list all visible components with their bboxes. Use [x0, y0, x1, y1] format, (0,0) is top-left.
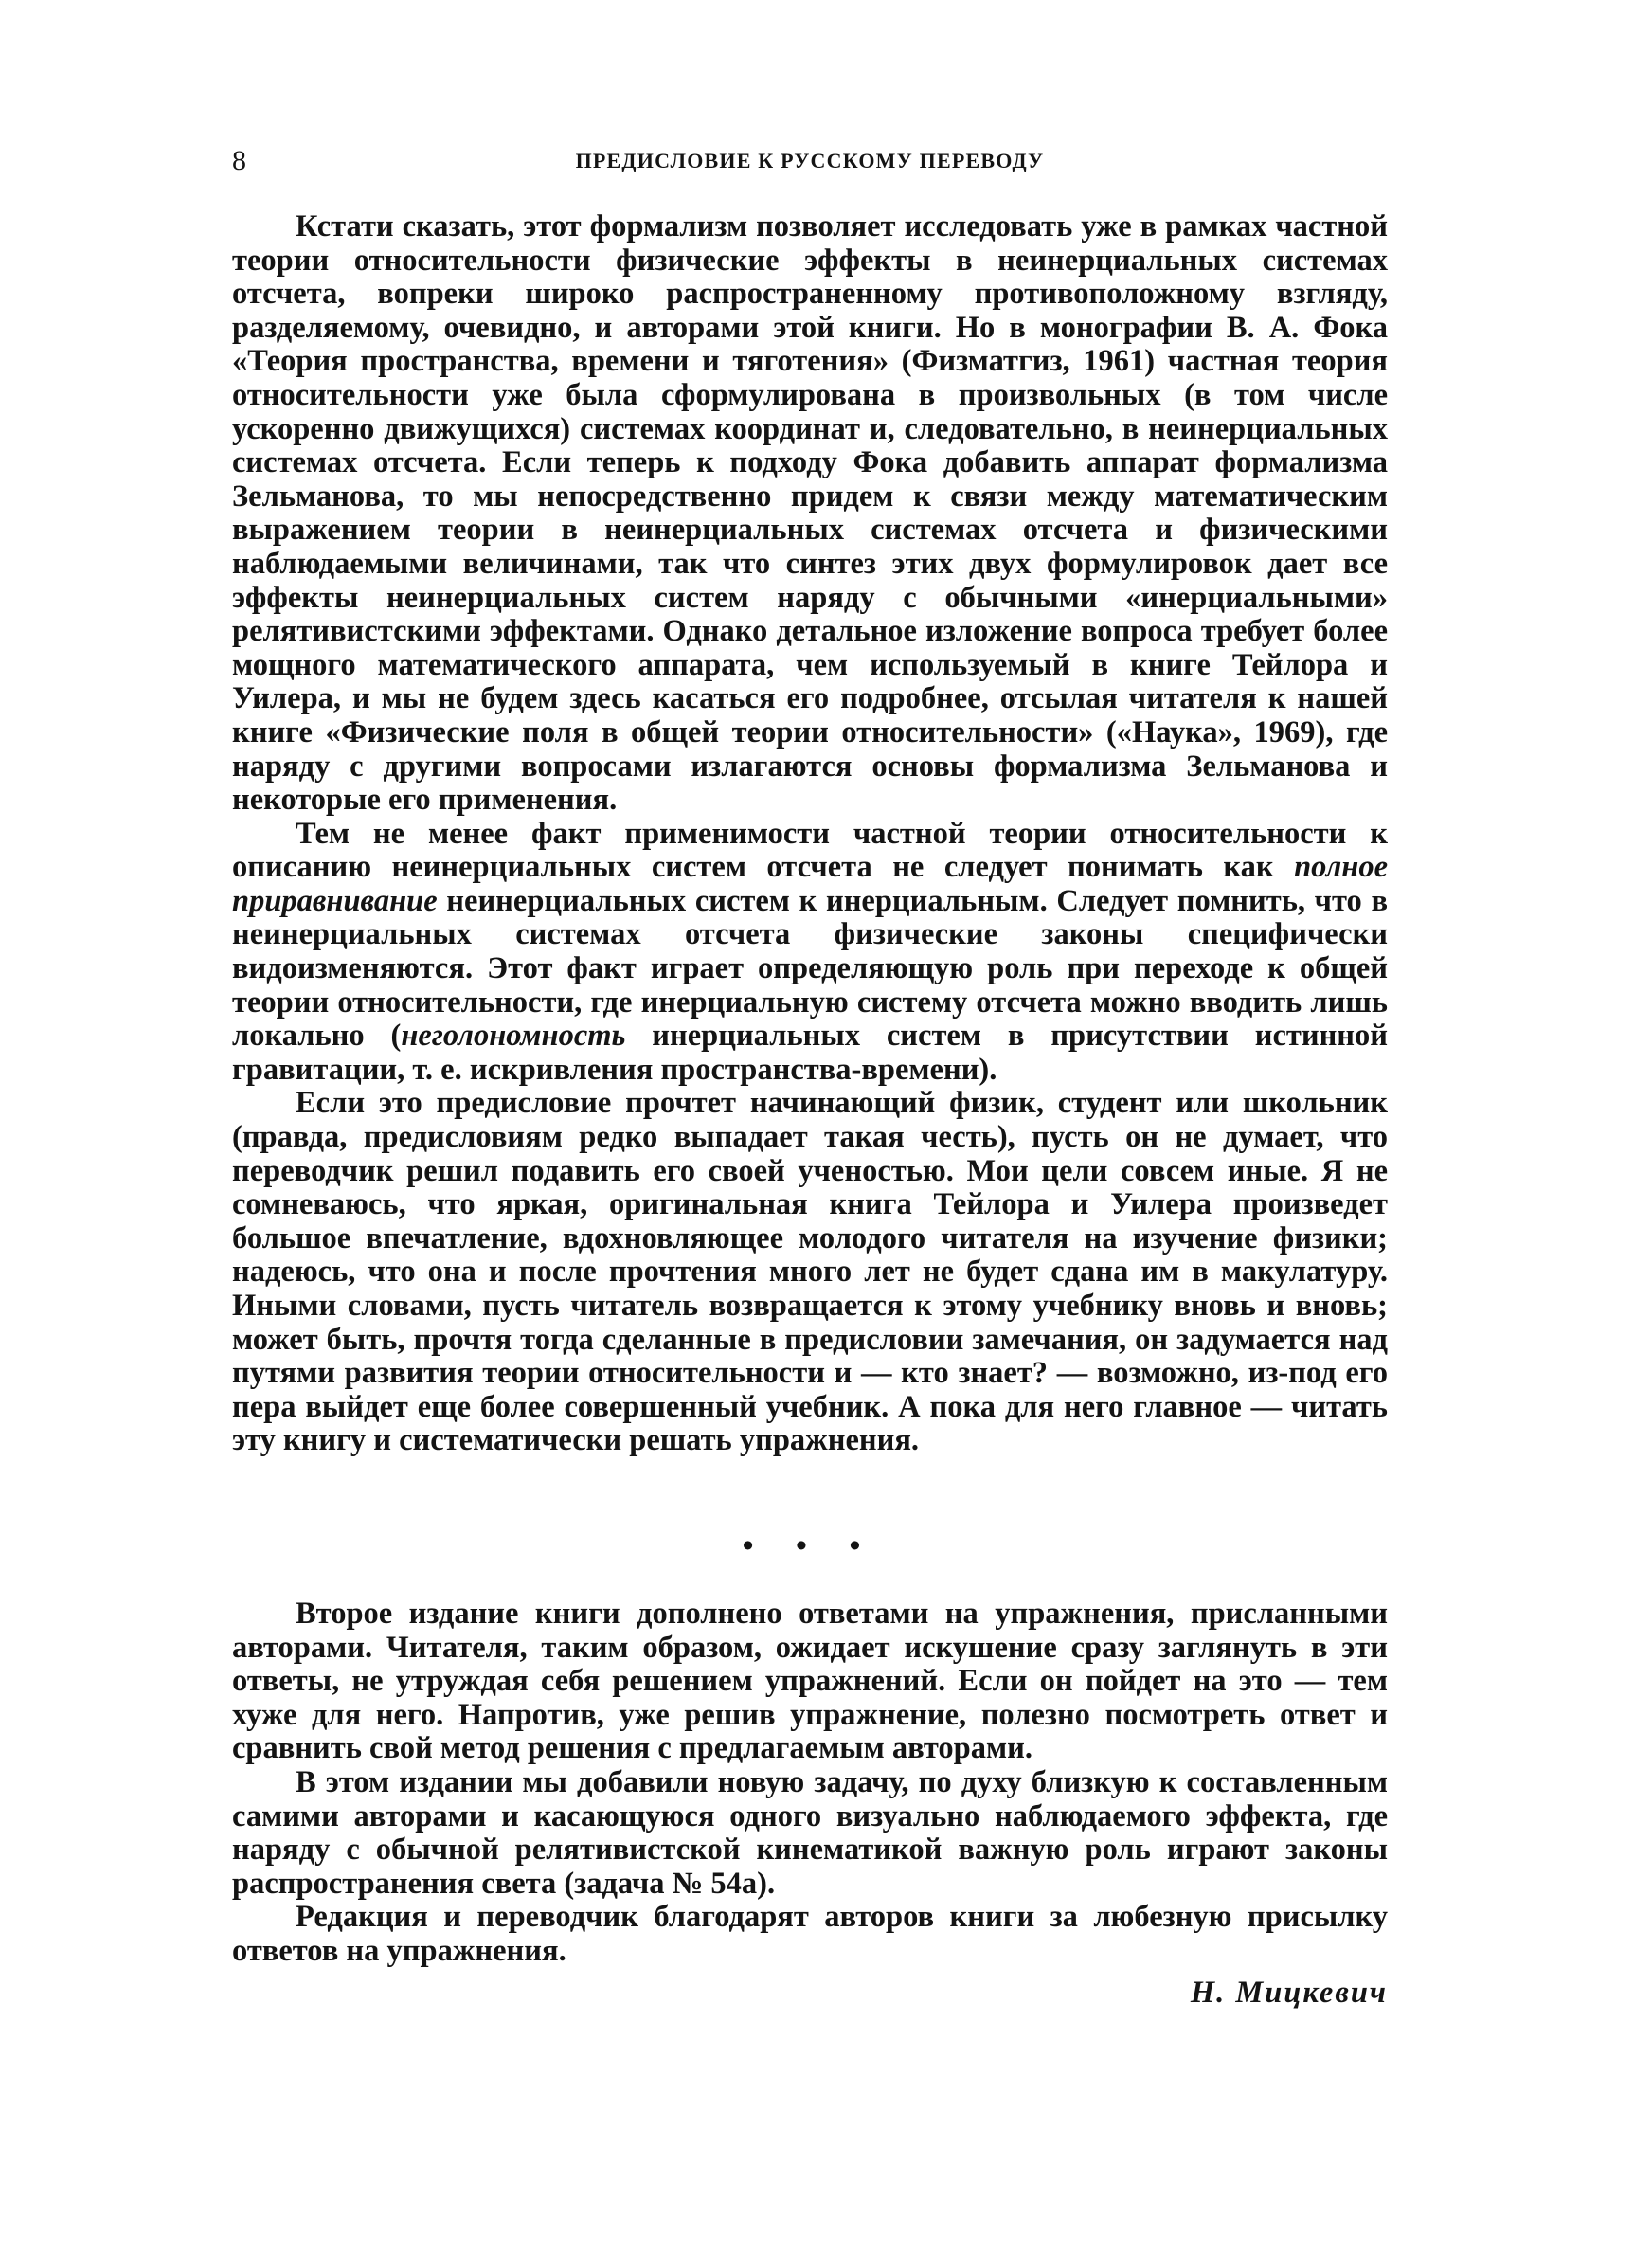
- second-edition-note: [232, 1598, 1388, 2010]
- preface-body: [232, 210, 1388, 1458]
- emphasis-full-equating: полное приравнивание: [232, 850, 1388, 918]
- page-header: [232, 142, 1388, 180]
- paragraph-answers-added: Второе издание книги дополнено ответами на упражнения, присланными авторами. Читателя, таким образом, ожидает искушение сразу заглянуть в эти ответы, не утруждая себя решением упражнений. Если он пойдет на это — тем хуже для него. Напротив, уже решив упражнение, полезно посмотреть ответ и сравнить свой метод решения с предлагаемым авторами.: [232, 1597, 1388, 1766]
- paragraph-acknowledgement: Редакция и переводчик благодарят авторов книги за любезную присылку ответов на упражнения.: [232, 1900, 1388, 1968]
- paragraph-applicability-part-1: Тем не менее факт применимости частной теории относительности к описанию неинерциальных систем отсчета не следует понимать как: [232, 816, 1388, 885]
- paragraph-applicability: [232, 818, 1388, 1088]
- paragraph-reader-advice: Если это предисловие прочтет начинающий физик, студент или школьник (правда, предисловиям редко выпадает такая честь), пусть он не думает, что переводчик решил подавить его своей ученостью. Мои цели совсем иные. Я не сомневаюсь, что яркая, оригинальная книга Тейлора и Уилера произведет большое впечатление, вдохновляющее молодого читателя на изучение физики; надеюсь, что она и после прочтения много лет не будет сдана им в макулатуру. Иными словами, пусть читатель возвращается к этому учебнику вновь и вновь; может быть, прочтя тогда сделанные в предисловии замечания, он задумается над путями развития теории относительности и — кто знает? — возможно, из-под его пера выйдет еще более совершенный учебник. А пока для него главное — читать эту книгу и систематически решать упражнения.: [232, 1086, 1388, 1458]
- paragraph-applicability-part-3: инерциальных систем в присутствии истинной гравитации, т. е. искривления пространства-времени).: [232, 1019, 1388, 1087]
- paragraph-new-problem: В этом издании мы добавили новую задачу, по духу близкую к составленным самими авторами и касающуюся одного визуально наблюдаемого эффекта, где наряду с обычной релятивистской кинематикой важную роль играют законы распространения света (задача № 54а).: [232, 1764, 1388, 1901]
- author-signature: Н. Мицкевич: [1190, 1975, 1388, 2010]
- paragraph-applicability-part-2: неинерциальных систем к инерциальным. Следует помнить, что в неинерциальных системах отсчета физические законы специфически видоизменяются. Этот факт играет определяющую роль при переходе к общей теории относительности, где инерциальную систему отсчета можно вводить лишь локально (: [232, 883, 1388, 1054]
- page-number: 8: [232, 145, 246, 176]
- paragraph-formalism: Кстати сказать, этот формализм позволяет исследовать уже в рамках частной теории относительности физические эффекты в неинерциальных системах отсчета, вопреки широко распространенному противоположному взгляду, разделяемому, очевидно, и авторами этой книги. Но в монографии В. А. Фока «Теория пространства, времени и тяготения» (Физматгиз, 1961) частная теория относительности уже была сформулирована в произвольных (в том числе ускоренно движущихся) системах координат и, следовательно, в неинерциальных системах отсчета. Если теперь к подходу Фока добавить аппарат формализма Зельманова, то мы непосредственно придем к связи между математическим выражением теории в неинерциальных системах отсчета и физическими наблюдаемыми величинами, так что синтез этих двух формулировок дает все эффекты неинерциальных систем наряду с обычными «инерциальными» релятивистскими эффектами. Однако детальное изложение вопроса требует более мощного математического аппарата, чем используемый в книге Тейлора и Уилера, и мы не будем здесь касаться его подробнее, отсылая читателя к нашей книге «Физические поля в общей теории относительности» («Наука», 1969), где наряду с другими вопросами излагаются основы формализма Зельманова и некоторые его применения.: [232, 209, 1388, 818]
- section-separator: • • •: [742, 1528, 878, 1563]
- running-head: ПРЕДИСЛОВИЕ К РУССКОМУ ПЕРЕВОДУ: [575, 149, 1045, 172]
- emphasis-nonholonomy: неголономность: [401, 1019, 626, 1054]
